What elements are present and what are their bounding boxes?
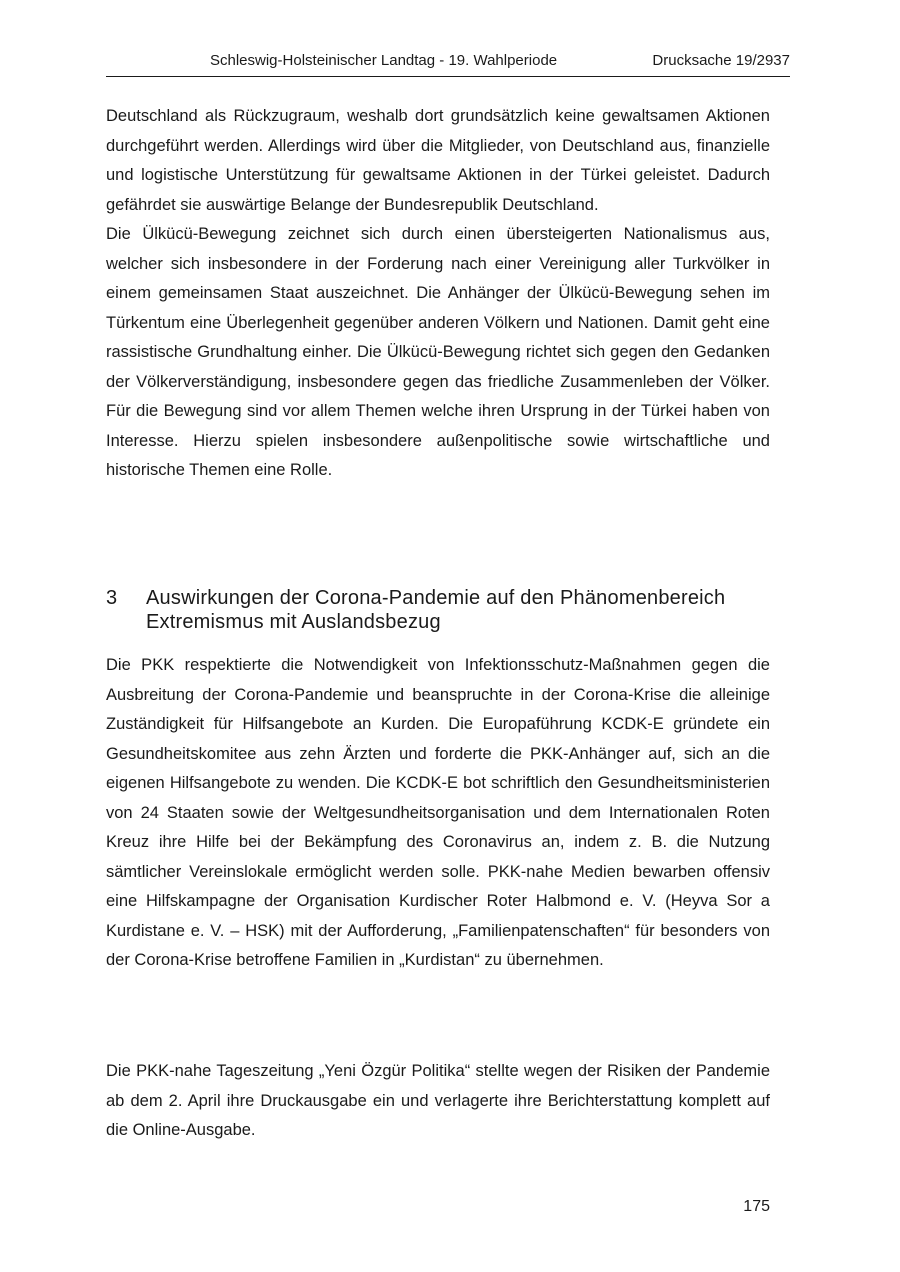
section-body-text-2: [106, 1057, 770, 1146]
page-number: 175: [743, 1198, 770, 1215]
section-heading: [106, 586, 796, 634]
section-number: 3: [106, 587, 118, 609]
section-title-line1: Auswirkungen der Corona-Pandemie auf den Phänomenbereich: [146, 587, 726, 609]
paragraph: Die Ülkücü-Bewegung zeichnet sich durch einen übersteigerten Nationalismus aus, welcher sich insbesondere in der Forderung nach einer Vereinigung aller Turkvölker in einem gemeinsamen Staat auszeichnet. Die Anhänger der Ülkücü-Bewegung sehen im Türkentum eine Überlegenheit gegenüber anderen Völkern und Nationen. Damit geht eine rassistische Grundhaltung einher. Die Ülkücü-Bewegung richtet sich gegen den Gedanken der Völkerverständigung, insbesondere gegen das friedliche Zusammenleben der Völker. Für die Bewegung sind vor allem Themen welche ihren Ursprung in der Türkei haben von Interesse. Hierzu spielen insbesondere außenpolitische sowie wirtschaftliche und historische Themen eine Rolle.: [106, 225, 770, 479]
paragraph: Die PKK-nahe Tageszeitung „Yeni Özgür Politika“ stellte wegen der Risiken der Pandemie ab dem 2. April ihre Druckausgabe ein und verlagerte ihre Berichterstattung komplett auf die Online-Ausgabe.: [106, 1062, 770, 1139]
body-text-top: [106, 102, 770, 486]
header-title: Schleswig-Holsteinischer Landtag - 19. Wahlperiode: [210, 52, 558, 69]
document-number: Drucksache 19/2937: [652, 52, 790, 69]
paragraph: Die PKK respektierte die Notwendigkeit von Infektionsschutz-Maßnahmen gegen die Ausbreitung der Corona-Pandemie und beanspruchte in der Corona-Krise die alleinige Zuständigkeit für Hilfsangebote an Kurden. Die Europaführung KCDK-E gründete ein Gesundheitskomitee aus zehn Ärzten und forderte die PKK-Anhänger auf, sich an die eigenen Hilfsangebote zu wenden. Die KCDK-E bot schriftlich den Gesundheitsministerien von 24 Staaten sowie der Weltgesundheitsorganisation und dem Internationalen Roten Kreuz ihre Hilfe bei der Bekämpfung des Coronavirus an, indem z. B. die Nutzung sämtlicher Vereinslokale ermöglicht werden solle. PKK-nahe Medien bewarben offensiv eine Hilfskampagne der Organisation Kurdischer Roter Halbmond e. V. (Heyva Sor a Kurdistane e. V. – HSK) mit der Aufforderung, „Familienpatenschaften“ für besonders von der Corona-Krise betroffene Familien in „Kurdistan“ zu übernehmen.: [106, 656, 770, 969]
section-title-line2: Extremismus mit Auslandsbezug: [146, 611, 441, 633]
paragraph: Deutschland als Rückzugraum, weshalb dort grundsätzlich keine gewaltsamen Aktionen durchgeführt werden. Allerdings wird über die Mitglieder, von Deutschland aus, finanzielle und logistische Unterstützung für gewaltsame Aktionen in der Türkei geleistet. Dadurch gefährdet sie auswärtige Belange der Bundesrepublik Deutschland.: [106, 107, 770, 214]
page-header: [106, 50, 790, 77]
section-body-text: [106, 651, 770, 976]
